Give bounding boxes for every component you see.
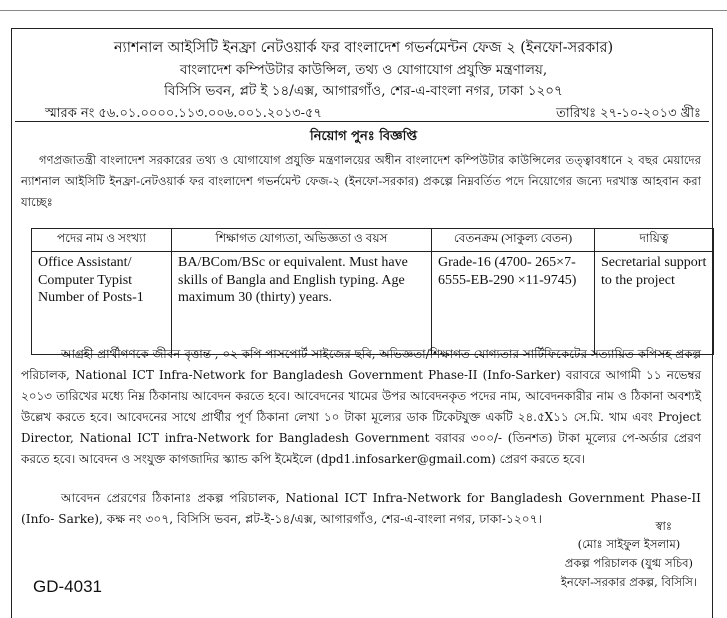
header-post: পদের নাম ও সংখ্যা [32, 229, 172, 252]
intro-paragraph: গণপ্রজাতন্ত্রী বাংলাদেশ সরকারের তথ্য ও যোগাযোগ প্রযুক্তি মন্ত্রণালয়ের অধীন বাংলাদেশ কম্পিউটার কাউন্সিলের তত্ত্বাবধানে ২ বছর মেয়াদের ন্যাশনাল আইসিটি ইনফ্রা-নেটওয়ার্ক ফর বাংলাদেশ গভর্নমেন্ট ফেজ-২ (ইনফো-সরকার) প্রকল্পে নিম্নবর্তিত পদে নিয়োগের জন্যে দরখাস্ত আহবান করা যাচ্ছেঃ [21, 153, 701, 209]
reference-number: স্মারক নং ৫৬.০১.০০০০.১১৩.০০৬.০০১.২০১৩-৫৭ [45, 106, 322, 121]
table-header-row [32, 229, 714, 252]
cell-post: Office Assistant/ Computer Typist Number of Posts-1 [32, 252, 172, 355]
signature-block [561, 535, 697, 592]
header-pay-scale: বেতনক্রম (সাকুল্য বেতন) [432, 229, 595, 252]
council-line: বাংলাদেশ কম্পিউটার কাউন্সিল, তথ্য ও যোগাযোগ প্রযুক্তি মন্ত্রণালয়, [179, 62, 548, 78]
posts-table [31, 228, 714, 355]
project-title: ন্যাশনাল আইসিটি ইনফ্রা নেটওয়ার্ক ফর বাংলাদেশ গভর্নমেন্টন ফেজ ২ (ইনফো-সরকার) [113, 40, 614, 56]
top-rule [0, 10, 727, 11]
notice-title: নিয়োগ পুনঃ বিজ্ঞপ্তি [309, 129, 418, 144]
signatory-designation: প্রকল্প পরিচালক (যুগ্ম সচিব) [564, 556, 693, 570]
ad-code: GD-4031 [33, 577, 102, 596]
application-paragraph: আগ্রহী প্রার্থীগণকে জীবন বৃত্তান্ত , ০২ কপি পাসপোর্ট সাইজের ছবি, অভিজ্ঞতা/শিক্ষাগত যোগ্যতার সার্টিফিকেটের সত্যায়িত কপিসহ প্রকল্প পরিচালক, National ICT Infra-Network for Bangladesh Government Phase-II (Info-Sarker) বরাবরে আগামী ১১ নভেম্বর ২০১৩ তারিখের মধ্যে নিম্ন ঠিকানায় আবেদন করতে হবে। আবেদনের খামের উপর আবেদনকৃত পদের নাম, আবেদনকারীর নাম ও ঠিকানা অবশ্যই উল্লেখ করতে হবে। আবেদনের সাথে প্রার্থীর পূর্ণ ঠিকানা লেখা ১০ টাকা মূল্যের ডাক টিকেটযুক্ত একটি ২৪.৫X১১ সে.মি. খাম এবং Project Director, National ICT infra-Network for Bangladesh Government বরাবর ৩০০/- (তিনশত) টাকা মূল্যের পে-অর্ডার প্রেরণ করতে হবে। আবেদন ও সংযুক্ত কাগজাদির স্ক্যান্ড কপি ইমেইলে (dpd1.infosarker@gmail.com) প্রেরণ করতে হবে। [21, 347, 701, 466]
table-row [32, 252, 714, 355]
signatory-office: ইনফো-সরকার প্রকল্প, বিসিসি। [560, 575, 697, 589]
address-line: বিসিসি ভবন, প্লট ই ১৪/এক্স, আগারগাঁও, শের-এ-বাংলা নগর, ঢাকা ১২০৭ [164, 83, 563, 99]
signature-mark: স্বাঃ [655, 519, 672, 533]
notice-date: তারিখঃ ২৭-১০-২০১৩ খ্রীঃ [556, 106, 701, 121]
header-divider [15, 121, 709, 122]
signatory-name: (মোঃ সাইফুল ইসলাম) [577, 537, 681, 551]
header-qualification: শিক্ষাগত যোগ্যতা, অভিজ্ঞতা ও বয়স [172, 229, 432, 252]
cell-duty: Secretarial support to the project [595, 252, 714, 355]
cell-pay-scale: Grade-16 (4700- 265×7-6555-EB-290 ×11-9745) [432, 252, 595, 355]
cell-qualification: BA/BCom/BSc or equivalent. Must have skills of Bangla and English typing. Age maximum 30 (thirty) years. [172, 252, 432, 355]
header-duty: দায়িত্ব [595, 229, 714, 252]
address-paragraph: আবেদন প্রেরণের ঠিকানাঃ প্রকল্প পরিচালক, National ICT Infra-Network for Bangladesh Government Phase-II (Info- Sarke), কক্ষ নং ৩০৭, বিসিসি ভবন, প্লট-ই-১৪/এক্স, আগারগাঁও, শের-এ-বাংলা নগর, ঢাকা-১২০৭। [21, 491, 701, 526]
